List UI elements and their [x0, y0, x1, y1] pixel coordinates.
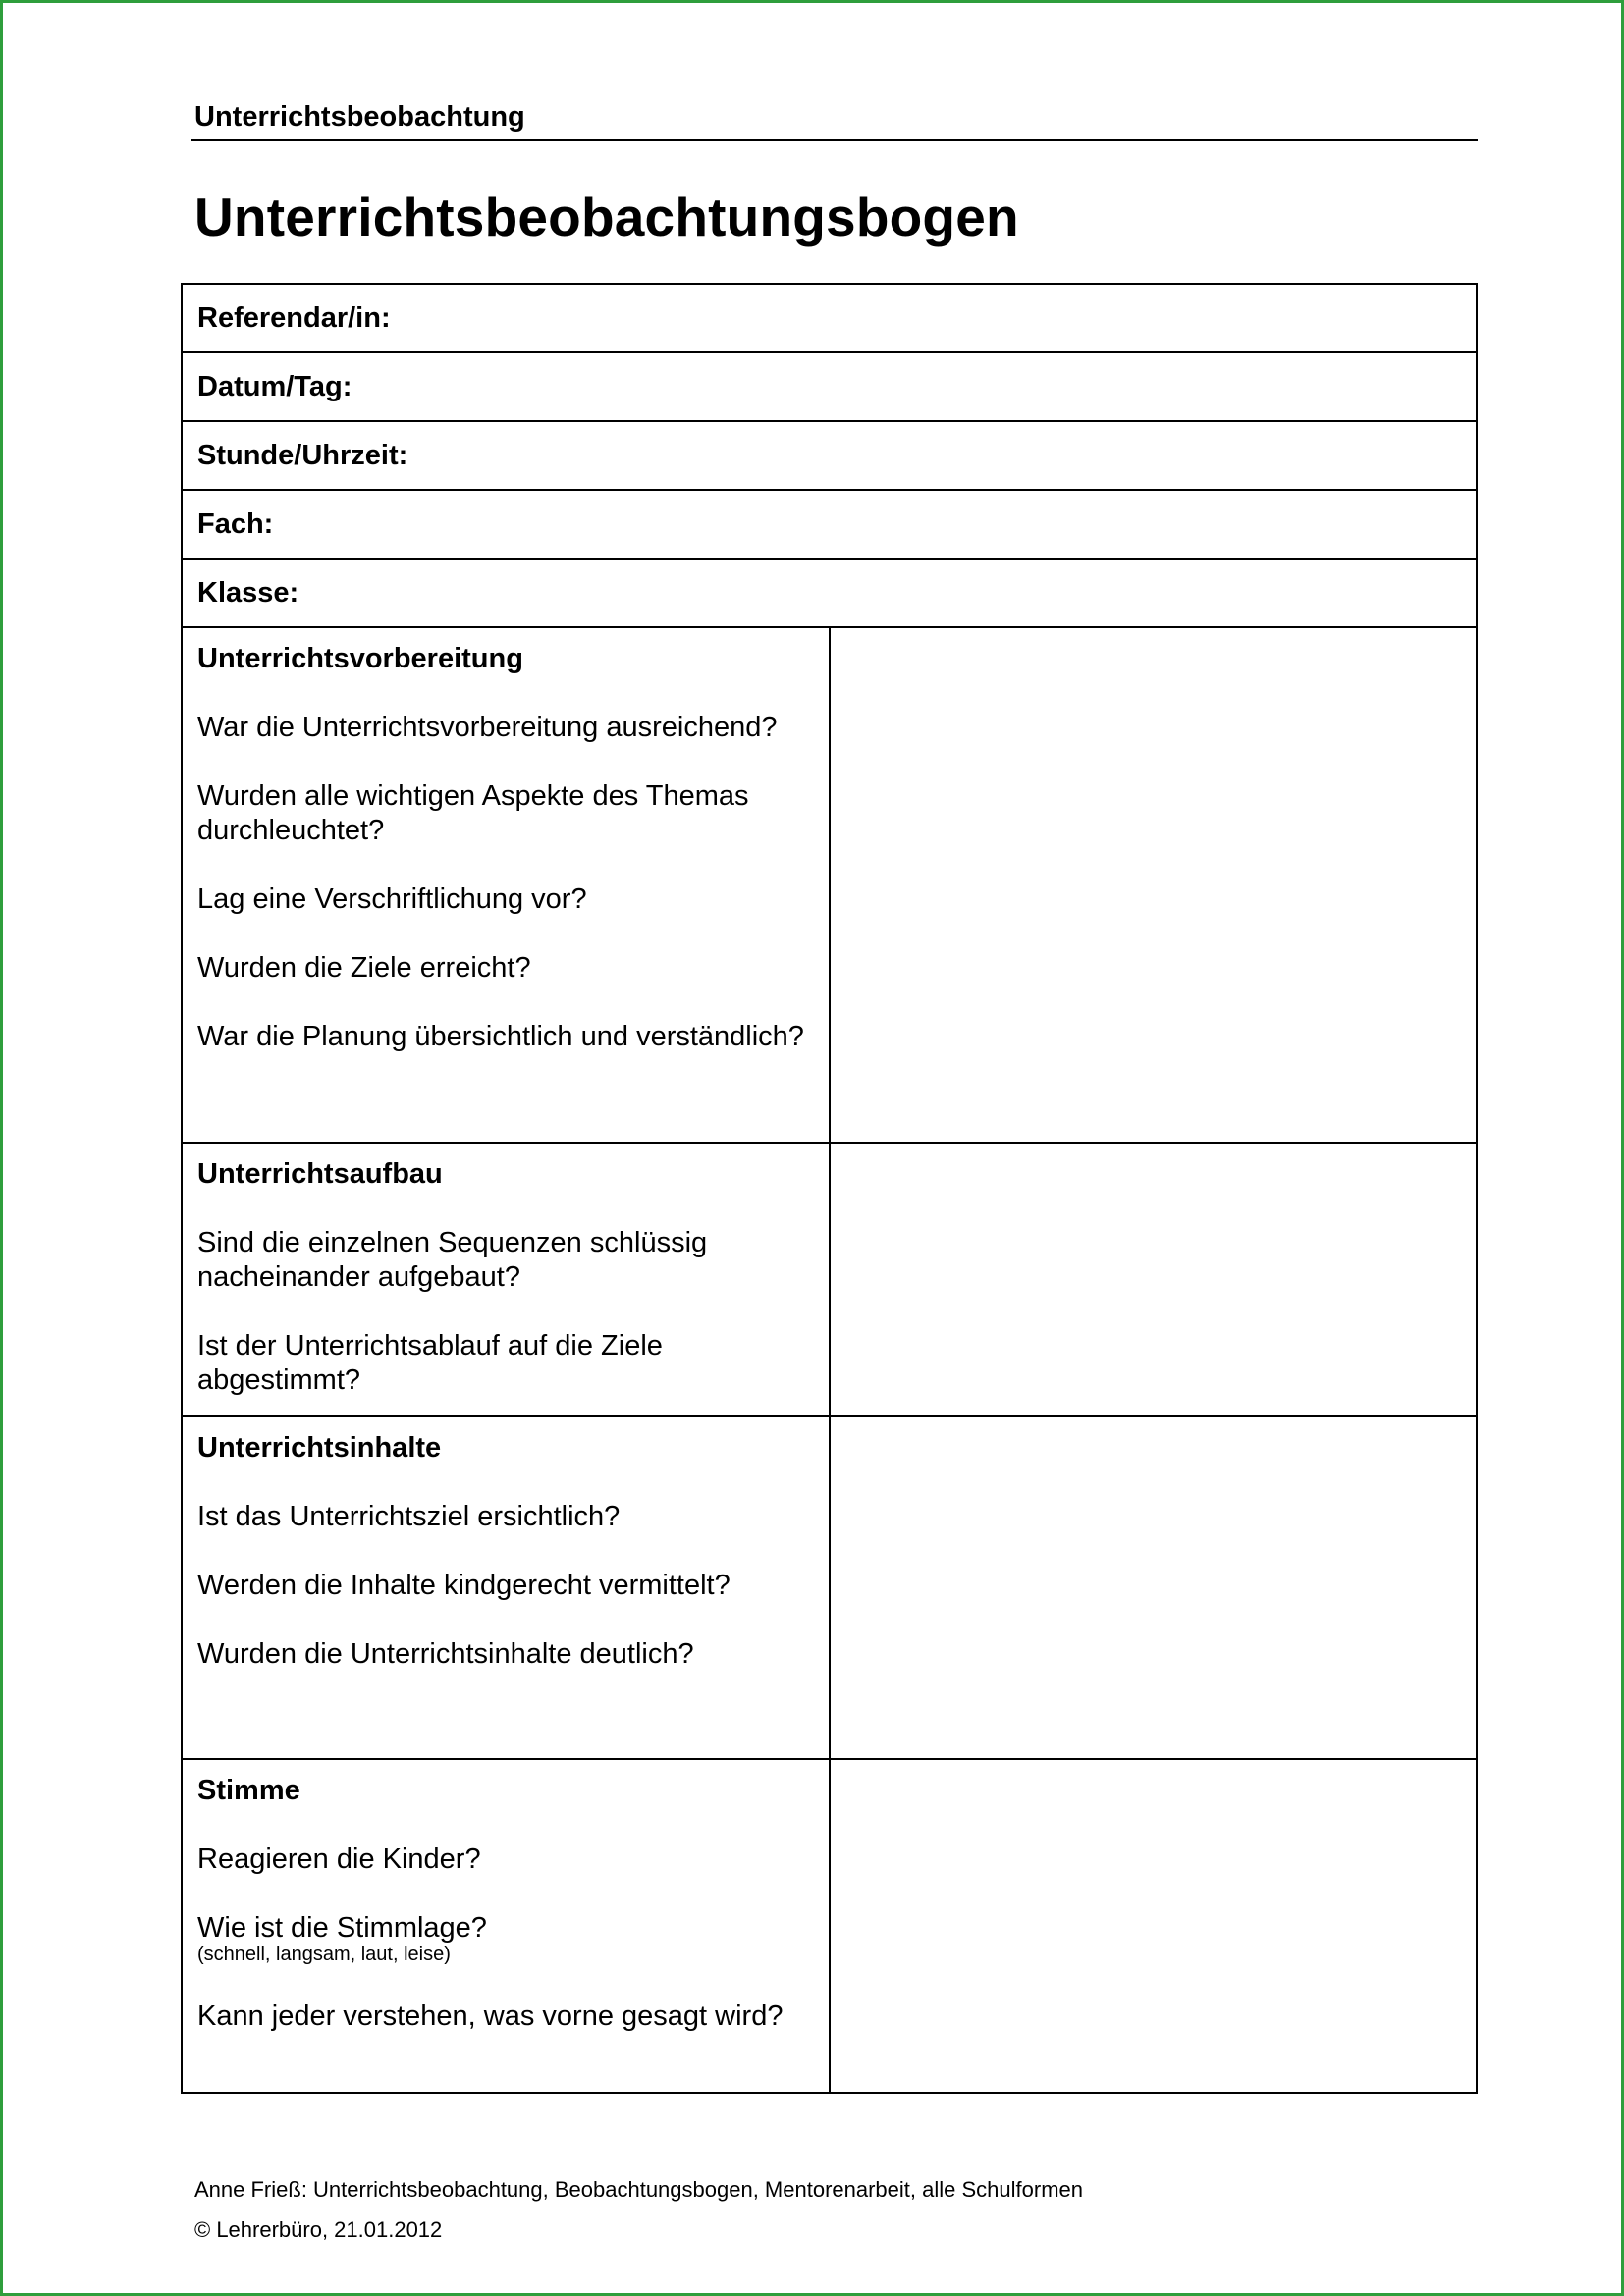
answer-cell[interactable] [830, 1143, 1478, 1416]
section-title: Unterrichtsinhalte [197, 1432, 442, 1464]
section-title: Unterrichtsaufbau [197, 1158, 443, 1190]
field-row [182, 490, 1477, 559]
field-row [182, 559, 1477, 627]
section-questions [182, 1143, 830, 1416]
question-note: (schnell, langsam, laut, leise) [197, 1944, 451, 1965]
section-row-unterrichtsvorbereitung [182, 627, 1477, 1143]
section-title: Stimme [197, 1775, 300, 1806]
field-stunde[interactable]: Stunde/Uhrzeit: [182, 421, 1477, 490]
field-row [182, 284, 1477, 352]
question-text: Ist der Unterrichtsablauf auf die Ziele abgestimmt? [197, 1330, 663, 1396]
question-text: Werden die Inhalte kindgerecht vermittelt? [197, 1570, 731, 1601]
field-klasse[interactable]: Klasse: [182, 559, 1477, 627]
question-text: Wurden die Ziele erreicht? [197, 952, 531, 984]
answer-cell[interactable] [830, 1416, 1478, 1759]
page-title: Unterrichtsbeobachtungsbogen [194, 187, 1019, 247]
question-text: Lag eine Verschriftlichung vor? [197, 883, 587, 915]
section-questions [182, 1416, 830, 1759]
question-with-note [197, 1911, 819, 1965]
question-text: Reagieren die Kinder? [197, 1843, 481, 1875]
field-row [182, 352, 1477, 421]
section-row-unterrichtsaufbau [182, 1143, 1477, 1416]
question-text: Wurden die Unterrichtsinhalte deutlich? [197, 1638, 694, 1670]
header-label: Unterrichtsbeobachtung [194, 101, 525, 133]
answer-cell[interactable] [830, 1759, 1478, 2093]
header-rule [191, 139, 1478, 141]
question-text: Wurden alle wichtigen Aspekte des Themas durchleuchtet? [197, 780, 749, 846]
section-row-stimme [182, 1759, 1477, 2093]
field-row [182, 421, 1477, 490]
field-datum[interactable]: Datum/Tag: [182, 352, 1477, 421]
question-text: Kann jeder verstehen, was vorne gesagt wird? [197, 2001, 784, 2032]
footer-source: Anne Frieß: Unterrichtsbeobachtung, Beobachtungsbogen, Mentorenarbeit, alle Schulformen [194, 2177, 1083, 2202]
question-text: War die Unterrichtsvorbereitung ausreichend? [197, 712, 778, 743]
section-questions [182, 1759, 830, 2093]
field-referendar[interactable]: Referendar/in: [182, 284, 1477, 352]
question-text: Sind die einzelnen Sequenzen schlüssig nacheinander aufgebaut? [197, 1227, 708, 1293]
question-text: Wie ist die Stimmlage? [197, 1912, 487, 1944]
section-questions [182, 627, 830, 1143]
footer-copyright: © Lehrerbüro, 21.01.2012 [194, 2217, 443, 2242]
question-text: War die Planung übersichtlich und verständlich? [197, 1021, 804, 1052]
section-row-unterrichtsinhalte [182, 1416, 1477, 1759]
answer-cell[interactable] [830, 627, 1478, 1143]
field-fach[interactable]: Fach: [182, 490, 1477, 559]
section-title: Unterrichtsvorbereitung [197, 643, 523, 674]
observation-form [181, 283, 1478, 2094]
question-text: Ist das Unterrichtsziel ersichtlich? [197, 1501, 621, 1532]
